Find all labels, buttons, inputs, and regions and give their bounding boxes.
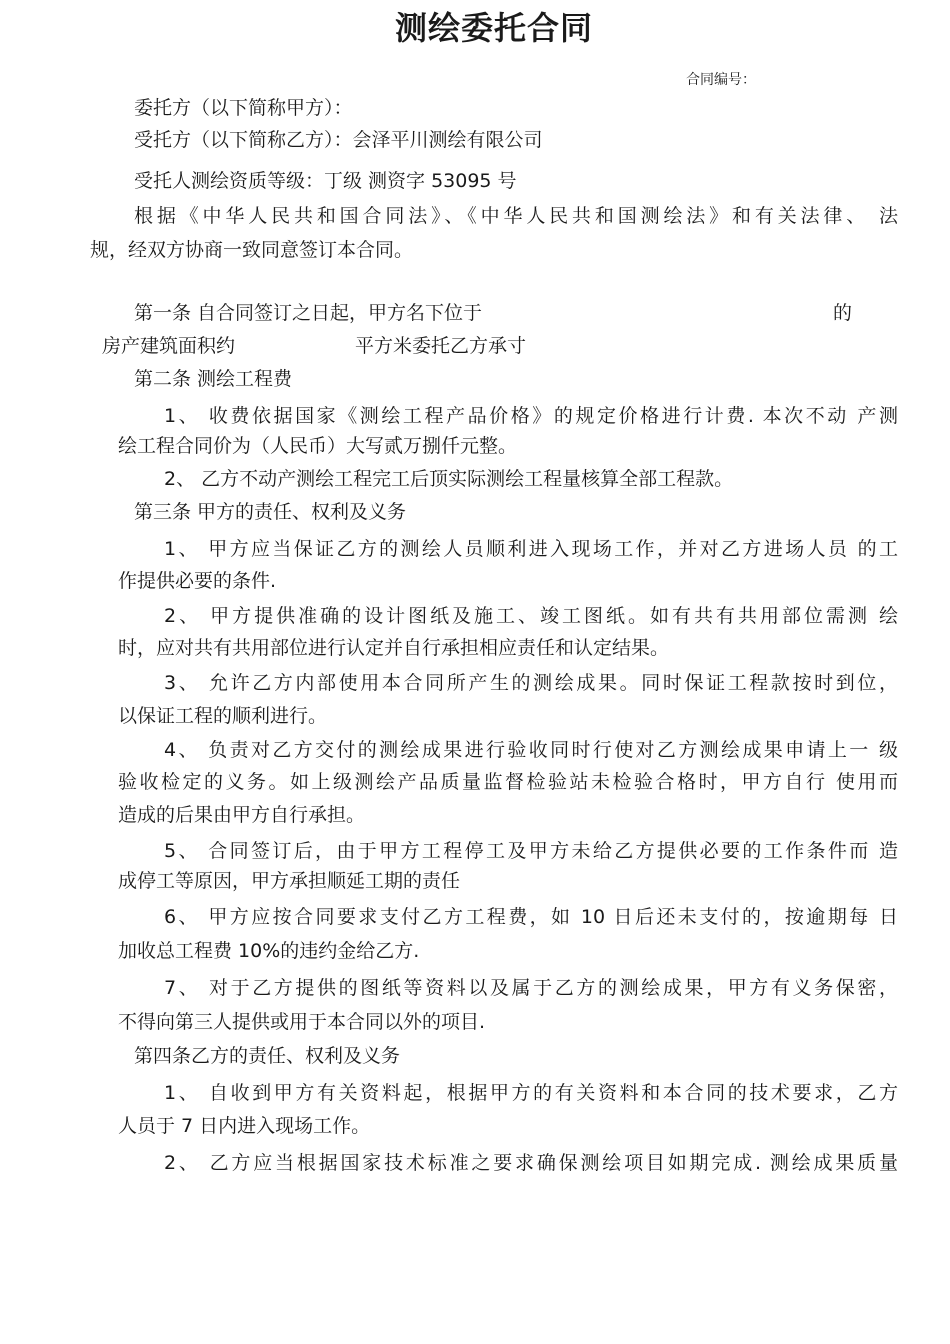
article-2-heading: 第二条 测绘工程费 bbox=[134, 368, 293, 390]
article-4-item-2-line-1: 2、 乙方应当根据国家技术标准之要求确保测绘项目如期完成. 测绘成果质量 bbox=[164, 1152, 898, 1174]
article-2-item-2-line-1: 2、 乙方不动产测绘工程完工后顶实际测绘工程量核算全部工程款。 bbox=[164, 468, 734, 490]
article-3-item-4-line-3: 造成的后果由甲方自行承担。 bbox=[118, 804, 366, 826]
article-1-line-2b: 平方米委托乙方承寸 bbox=[355, 335, 527, 357]
article-3-item-2-line-2: 时，应对共有共用部位进行认定并自行承担相应责任和认定结果。 bbox=[118, 637, 670, 659]
article-3-item-5-line-1: 5、 合同签订后，由于甲方工程停工及甲方未给乙方提供必要的工作条件而 造 bbox=[164, 840, 898, 862]
article-3-item-5-line-2: 成停工等原因，甲方承担顺延工期的责任 bbox=[118, 870, 461, 892]
article-2-item-1-line-2: 绘工程合同价为（人民币）大写贰万捌仟元整。 bbox=[118, 435, 518, 457]
article-3-item-4-line-2: 验收检定的义务。如上级测绘产品质量监督检验站未检验合格时，甲方自行 使用而 bbox=[118, 771, 898, 793]
contract-number-label: 合同编号： bbox=[686, 72, 756, 88]
party-a-line: 委托方（以下简称甲方）： bbox=[134, 97, 353, 119]
article-2-item-1-line-1: 1、 收费依据国家《测绘工程产品价格》的规定价格进行计费. 本次不动 产测 bbox=[164, 405, 898, 427]
article-3-item-1-line-2: 作提供必要的条件. bbox=[118, 570, 277, 592]
article-4-item-1-line-1: 1、 自收到甲方有关资料起，根据甲方的有关资料和本合同的技术要求，乙方 bbox=[164, 1082, 898, 1104]
article-3-item-1-line-1: 1、 甲方应当保证乙方的测绘人员顺利进入现场工作，并对乙方进场人员 的工 bbox=[164, 538, 898, 560]
article-1-line-1a: 第一条 自合同签订之日起，甲方名下位于 bbox=[134, 302, 483, 324]
article-4-heading: 第四条乙方的责任、权利及义务 bbox=[134, 1045, 401, 1067]
article-4-item-1-line-2: 人员于 7 日内进入现场工作。 bbox=[118, 1115, 371, 1137]
qualification-line: 受托人测绘资质等级：丁级 测资字 53095 号 bbox=[134, 170, 517, 192]
article-3-heading: 第三条 甲方的责任、权利及义务 bbox=[134, 501, 407, 523]
party-b-line: 受托方（以下简称乙方）：会泽平川测绘有限公司 bbox=[134, 129, 543, 151]
article-3-item-2-line-1: 2、 甲方提供准确的设计图纸及施工、竣工图纸。如有共有共用部位需测 绘 bbox=[164, 605, 898, 627]
article-3-item-7-line-1: 7、 对于乙方提供的图纸等资料以及属于乙方的测绘成果，甲方有义务保密， bbox=[164, 977, 898, 999]
article-3-item-6-line-1: 6、 甲方应按合同要求支付乙方工程费，如 10 日后还未支付的，按逾期每 日 bbox=[164, 906, 898, 928]
basis-line-2: 规，经双方协商一致同意签订本合同。 bbox=[90, 239, 414, 261]
article-3-item-6-line-2: 加收总工程费 10%的违约金给乙方. bbox=[118, 940, 420, 962]
article-3-item-3-line-1: 3、 允许乙方内部使用本合同所产生的测绘成果。同时保证工程款按时到位， bbox=[164, 672, 898, 694]
article-1-line-2a: 房产建筑面积约 bbox=[102, 335, 236, 357]
page-title: 测绘委托合同 bbox=[394, 9, 593, 47]
article-3-item-7-line-2: 不得向第三人提供或用于本合同以外的项目. bbox=[118, 1011, 486, 1033]
article-1-line-1b: 的 bbox=[833, 302, 853, 324]
basis-line-1: 根据《中华人民共和国合同法》、《中华人民共和国测绘法》和有关法律、 法 bbox=[134, 205, 898, 227]
article-3-item-3-line-2: 以保证工程的顺利进行。 bbox=[118, 705, 328, 727]
article-3-item-4-line-1: 4、 负责对乙方交付的测绘成果进行验收同时行使对乙方测绘成果申请上一 级 bbox=[164, 739, 898, 761]
